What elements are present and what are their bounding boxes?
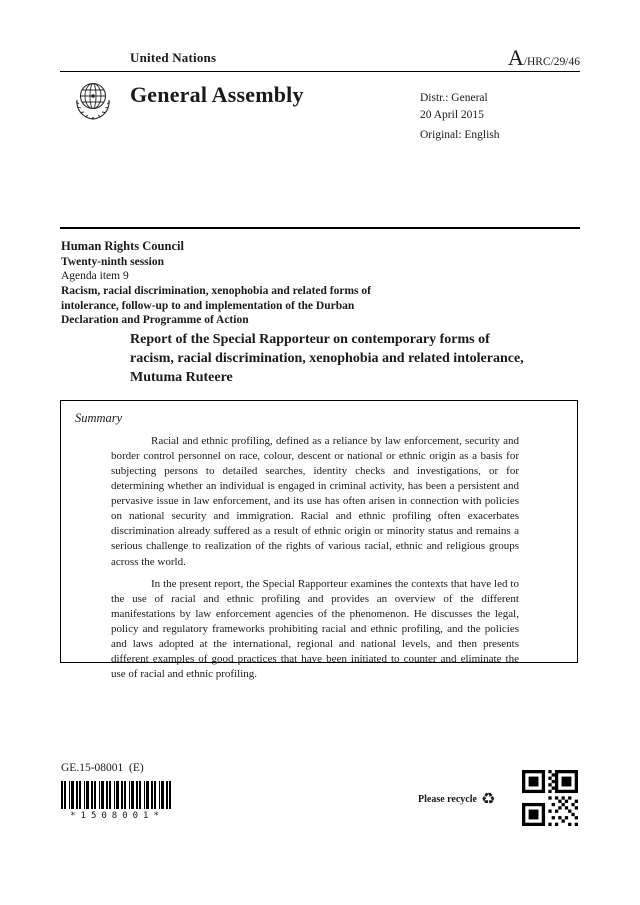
- summary-paragraph: In the present report, the Special Rapporteur examines the contexts that have led to the use of racial and ethnic profiling and provides an overview of the different manifestations by law enforcement agencies of the phenomenon. He discusses the legal, policy and regulatory frameworks prohibiting racial and ethnic profiling, and the policies and laws adopted at the international, regional and national levels, and then presents different examples of good practices that have been initiated to counter and eliminate the use of racial and ethnic profiling.: [111, 577, 519, 680]
- report-title: Report of the Special Rapporteur on contemporary forms of racism, racial discrimination, xenophobia and related intolerance, Mutuma Ruteere: [130, 332, 524, 385]
- original-language: Original: English: [420, 129, 500, 141]
- summary-box: [60, 400, 578, 680]
- un-emblem-logo: [68, 76, 118, 126]
- doc-symbol-prefix: A: [507, 45, 524, 70]
- distr-date: 20 April 2015: [420, 109, 484, 122]
- agenda-item: Agenda item 9: [61, 270, 129, 282]
- barcode: [61, 781, 173, 809]
- qr-code: [522, 770, 578, 826]
- barcode-text: *1508001*: [70, 811, 164, 821]
- document-number: GE.15-08001 (E): [61, 762, 144, 774]
- recycle-label: Please recycle: [418, 793, 477, 805]
- doc-symbol-suffix: /HRC/29/46: [523, 56, 580, 68]
- summary-body: [111, 434, 519, 689]
- org-name: United Nations: [130, 50, 217, 65]
- summary-paragraph: Racial and ethnic profiling, defined as a reliance by law enforcement, security and border control personnel on race, colour, descent or national or ethnic origin as a basis for subjecting persons to detailed searches, identity checks and investigations, or for determining whether an individual is engaged in criminal activity, has been a persistent and pervasive issue in law enforcement, and its use has often arisen in connection with policies on national security and immigration. Racial and ethnic profiling often exacerbates discrimination already suffered as a result of ethnic origin or minority status and remains a serious challenge to realization of the rights of various racial, ethnic and religious groups across the world.: [111, 435, 519, 568]
- distr-label: Distr.: General: [420, 92, 488, 104]
- session-name: Twenty-ninth session: [61, 256, 164, 268]
- distribution-info: [420, 90, 488, 125]
- summary-heading: Summary: [75, 411, 123, 425]
- agenda-title: Racism, racial discrimination, xenophobia and related forms of intolerance, follow-up to and implementation of the Durban Declaration and Programme of Action: [61, 285, 371, 327]
- header-rule: [60, 71, 580, 72]
- doc-symbol: [508, 45, 580, 71]
- masthead-title: General Assembly: [130, 82, 304, 107]
- section-rule: [60, 227, 580, 229]
- council-name: Human Rights Council: [61, 239, 184, 253]
- recycle-notice: [418, 791, 495, 807]
- recycle-icon: ♻: [480, 789, 496, 808]
